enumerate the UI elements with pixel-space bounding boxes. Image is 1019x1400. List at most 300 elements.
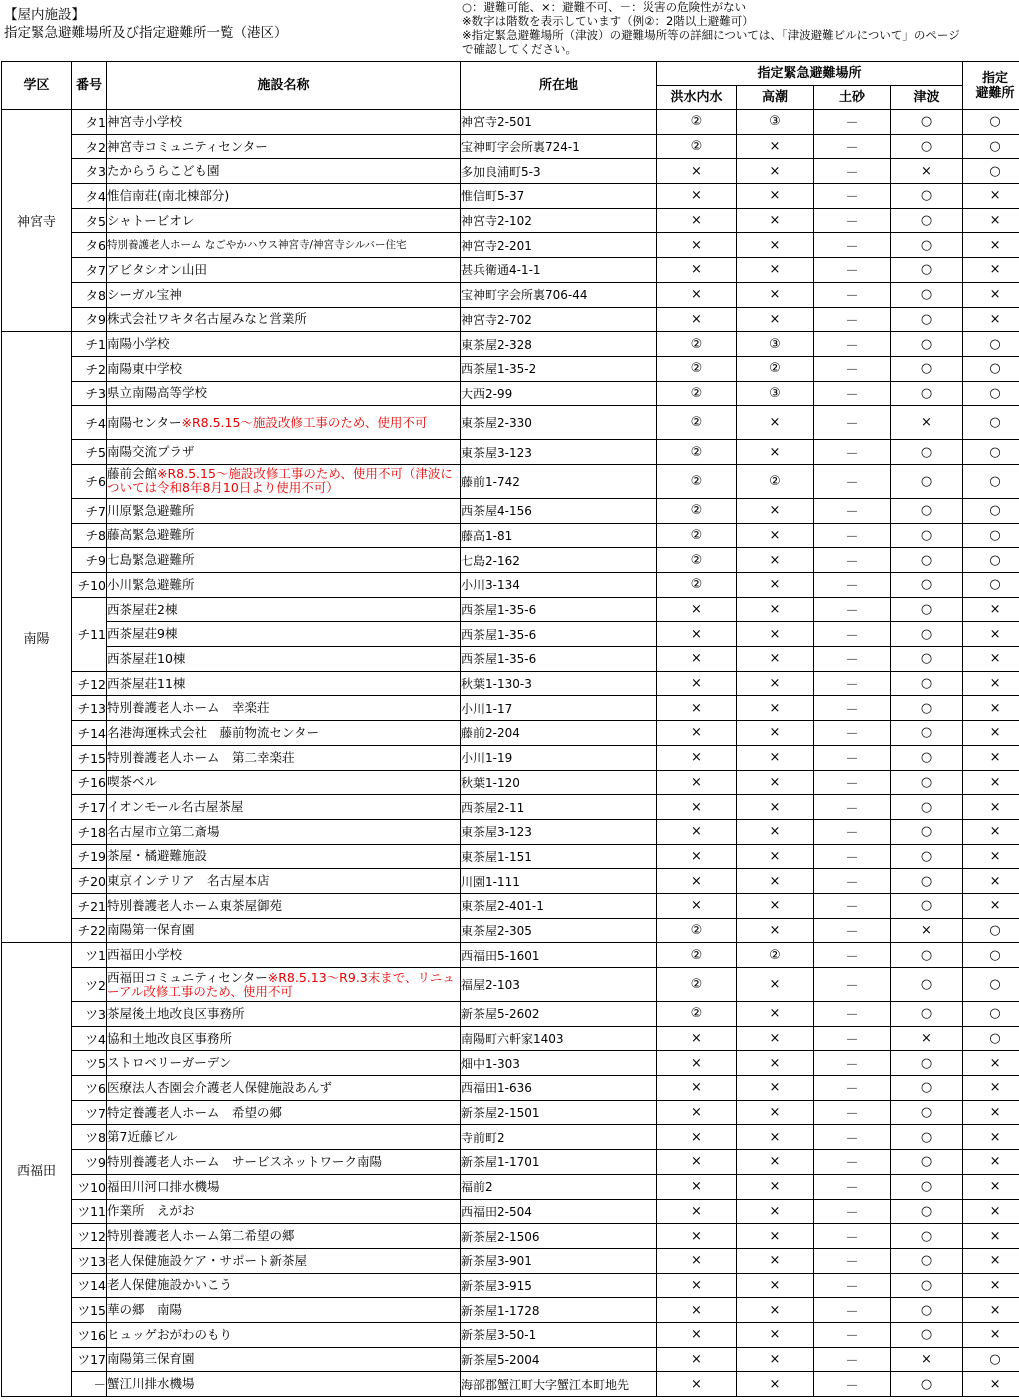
storm-cell: × [737, 233, 814, 258]
facility-name: たからうらこども園 [107, 163, 220, 179]
facility-name: シーガル宝神 [107, 286, 182, 302]
table-row [2, 406, 1019, 440]
tsunami-cell: ○ [891, 282, 963, 307]
storm-cell: × [737, 869, 814, 894]
shelter-cell: × [963, 1224, 1019, 1249]
landslide-cell: － [814, 1248, 891, 1273]
landslide-cell: － [814, 671, 891, 696]
landslide-cell: － [814, 1199, 891, 1224]
tsunami-cell: ○ [891, 943, 963, 968]
number-cell: タ6 [72, 233, 107, 258]
address-cell: 新茶屋5-2602 [461, 1002, 657, 1027]
flood-cell: × [657, 208, 737, 233]
address-cell: 西福田5-1601 [461, 943, 657, 968]
table-row [2, 1199, 1019, 1224]
facility-name: 南陽センター [107, 414, 182, 430]
number-cell: ツ14 [72, 1273, 107, 1298]
facility-name: 茶屋後土地改良区事務所 [107, 1005, 245, 1021]
facility-name-cell [107, 1051, 461, 1076]
facility-name-cell [107, 893, 461, 918]
landslide-cell: － [814, 1298, 891, 1323]
facility-name: 老人保健施設かいこう [107, 1277, 233, 1293]
tsunami-cell: ○ [891, 745, 963, 770]
facility-name-cell [107, 134, 461, 159]
tsunami-cell: ○ [891, 110, 963, 135]
address-cell: 寺前町2 [461, 1125, 657, 1150]
number-cell: ツ2 [72, 968, 107, 1002]
shelter-cell: × [963, 1174, 1019, 1199]
legend-note: ※数字は階数を表示しています（例②：2階以上避難可） [462, 14, 754, 28]
facility-name-cell [107, 1298, 461, 1323]
facility-name-cell [107, 1199, 461, 1224]
facility-name: 名港海運株式会社 藤前物流センター [107, 724, 320, 740]
flood-cell: × [657, 1026, 737, 1051]
number-cell: タ4 [72, 184, 107, 209]
shelter-cell: × [963, 721, 1019, 746]
facility-name: 神宮寺小学校 [107, 113, 183, 129]
shelter-cell: × [963, 622, 1019, 647]
facility-name: 第7近藤ビル [107, 1129, 178, 1145]
storm-cell: × [737, 844, 814, 869]
table-row [2, 1248, 1019, 1273]
shelter-cell: × [963, 184, 1019, 209]
number-cell: － [72, 1372, 107, 1397]
shelter-cell: ○ [963, 1026, 1019, 1051]
table-row [2, 1273, 1019, 1298]
facility-name-cell [107, 1100, 461, 1125]
address-cell: 西茶屋1-35-6 [461, 622, 657, 647]
landslide-cell: － [814, 696, 891, 721]
facility-name-cell [107, 918, 461, 943]
table-row [2, 745, 1019, 770]
storm-cell: × [737, 1273, 814, 1298]
tsunami-cell: ○ [891, 523, 963, 548]
landslide-cell: － [814, 258, 891, 283]
table-row [2, 1372, 1019, 1397]
address-cell: 海部郡蟹江町大字蟹江本町地先 [461, 1372, 657, 1397]
storm-cell: × [737, 1298, 814, 1323]
flood-cell: ② [657, 464, 737, 498]
landslide-cell: － [814, 523, 891, 548]
facility-name: 特別養護老人ホーム 幸楽荘 [107, 700, 270, 716]
table-row [2, 770, 1019, 795]
number-cell: ツ17 [72, 1347, 107, 1372]
facility-name-cell [107, 356, 461, 381]
facility-name: 西茶屋荘11棟 [107, 675, 186, 691]
facility-name-cell [107, 573, 461, 598]
number-cell: タ1 [72, 110, 107, 135]
shelter-cell: ○ [963, 918, 1019, 943]
landslide-cell: － [814, 307, 891, 332]
table-row [2, 1125, 1019, 1150]
landslide-cell: － [814, 893, 891, 918]
address-cell: 七島2-162 [461, 548, 657, 573]
table-row [2, 795, 1019, 820]
landslide-cell: － [814, 134, 891, 159]
table-row [2, 1026, 1019, 1051]
landslide-cell: － [814, 968, 891, 1002]
storm-cell: × [737, 1026, 814, 1051]
tsunami-cell: ○ [891, 622, 963, 647]
closure-note: ※R8.5.15～施設改修工事のため、使用不可 [181, 414, 428, 430]
legend-note: で確認してください。 [462, 42, 577, 56]
legend-notes [462, 0, 1017, 56]
facility-name: 西福田小学校 [107, 947, 183, 963]
legend-note: ○：避難可能、×：避難不可、－：災害の危険性がない [462, 0, 747, 14]
tsunami-cell: ○ [891, 134, 963, 159]
facility-name: 医療法人杏園会介護老人保健施設あんず [107, 1079, 333, 1095]
address-cell: 神宮寺2-702 [461, 307, 657, 332]
facility-name-cell [107, 1174, 461, 1199]
tsunami-cell: ○ [891, 464, 963, 498]
col-storm: 高潮 [737, 86, 814, 110]
shelter-cell: ○ [963, 134, 1019, 159]
tsunami-cell: ○ [891, 819, 963, 844]
landslide-cell: － [814, 233, 891, 258]
table-row [2, 1174, 1019, 1199]
facility-name: 名古屋市立第二斎場 [107, 823, 220, 839]
shelter-cell: × [963, 1199, 1019, 1224]
number-cell: チ20 [72, 869, 107, 894]
address-cell: 藤高1-81 [461, 523, 657, 548]
district-cell: 西福田 [2, 943, 72, 1397]
address-cell: 西福田2-504 [461, 1199, 657, 1224]
flood-cell: × [657, 258, 737, 283]
tsunami-cell: ○ [891, 381, 963, 406]
storm-cell: × [737, 968, 814, 1002]
flood-cell: × [657, 721, 737, 746]
facility-name: 県立南陽高等学校 [107, 385, 208, 401]
tsunami-cell: ○ [891, 844, 963, 869]
facility-name: 特定養護老人ホーム 希望の郷 [107, 1104, 283, 1120]
storm-cell: × [737, 1174, 814, 1199]
flood-cell: × [657, 1372, 737, 1397]
flood-cell: × [657, 647, 737, 672]
flood-cell: × [657, 282, 737, 307]
shelter-cell: × [963, 671, 1019, 696]
number-cell: タ5 [72, 208, 107, 233]
landslide-cell: － [814, 1051, 891, 1076]
address-cell: 甚兵衛通4-1-1 [461, 258, 657, 283]
facility-name: 特別養護老人ホーム東茶屋御苑 [107, 897, 283, 913]
tsunami-cell: ○ [891, 1174, 963, 1199]
storm-cell: × [737, 159, 814, 184]
address-cell: 宝神町字会所裏724-1 [461, 134, 657, 159]
flood-cell: ② [657, 381, 737, 406]
number-cell: チ8 [72, 523, 107, 548]
table-row [2, 1076, 1019, 1101]
number-cell: ツ15 [72, 1298, 107, 1323]
address-cell: 新茶屋5-2004 [461, 1347, 657, 1372]
shelter-cell: × [963, 208, 1019, 233]
shelter-cell: ○ [963, 573, 1019, 598]
facility-name-cell [107, 1273, 461, 1298]
storm-cell: × [737, 1347, 814, 1372]
facility-name: 福田川河口排水機場 [107, 1178, 220, 1194]
shelter-cell: × [963, 1248, 1019, 1273]
storm-cell: × [737, 184, 814, 209]
tsunami-cell: × [891, 159, 963, 184]
table-row [2, 1298, 1019, 1323]
table-row [2, 356, 1019, 381]
number-cell: チ22 [72, 918, 107, 943]
tsunami-cell: ○ [891, 893, 963, 918]
shelter-cell: × [963, 1322, 1019, 1347]
shelter-cell: ○ [963, 523, 1019, 548]
table-row [2, 1322, 1019, 1347]
shelter-cell: × [963, 282, 1019, 307]
shelter-cell: × [963, 1051, 1019, 1076]
landslide-cell: － [814, 1125, 891, 1150]
number-cell: チ18 [72, 819, 107, 844]
landslide-cell: － [814, 770, 891, 795]
storm-cell: × [737, 1199, 814, 1224]
landslide-cell: － [814, 1174, 891, 1199]
number-cell: ツ16 [72, 1322, 107, 1347]
flood-cell: × [657, 1248, 737, 1273]
facility-name: 西福田コミュニティセンター [107, 969, 268, 985]
shelter-cell: ○ [963, 381, 1019, 406]
shelter-cell: × [963, 1298, 1019, 1323]
table-row [2, 1224, 1019, 1249]
number-cell: チ21 [72, 893, 107, 918]
landslide-cell: － [814, 1100, 891, 1125]
tsunami-cell: ○ [891, 795, 963, 820]
col-district: 学区 [2, 62, 72, 110]
storm-cell: × [737, 597, 814, 622]
facility-name-cell [107, 1224, 461, 1249]
address-cell: 新茶屋1-1728 [461, 1298, 657, 1323]
table-row [2, 819, 1019, 844]
facility-name: 茶屋・橘避難施設 [107, 848, 208, 864]
flood-cell: ② [657, 548, 737, 573]
facility-name-cell [107, 381, 461, 406]
storm-cell: × [737, 1100, 814, 1125]
address-cell: 小川1-17 [461, 696, 657, 721]
facility-name-cell [107, 498, 461, 523]
facility-name-cell [107, 696, 461, 721]
landslide-cell: － [814, 647, 891, 672]
storm-cell: × [737, 696, 814, 721]
storm-cell: ② [737, 356, 814, 381]
facility-name-cell [107, 795, 461, 820]
facility-name: 西茶屋荘9棟 [107, 626, 178, 642]
table-row [2, 548, 1019, 573]
facility-name: 株式会社ワキタ名古屋みなと営業所 [107, 311, 307, 327]
facility-name-cell [107, 233, 461, 258]
flood-cell: × [657, 795, 737, 820]
number-cell: ツ13 [72, 1248, 107, 1273]
table-row [2, 622, 1019, 647]
flood-cell: ② [657, 110, 737, 135]
facility-name-cell [107, 943, 461, 968]
flood-cell: × [657, 1051, 737, 1076]
storm-cell: × [737, 671, 814, 696]
storm-cell: × [737, 1150, 814, 1175]
tsunami-cell: ○ [891, 1224, 963, 1249]
col-facility: 施設名称 [107, 62, 461, 110]
facility-name: ヒュッゲおがわのもり [107, 1326, 233, 1342]
shelter-cell: ○ [963, 159, 1019, 184]
address-cell: 秋葉1-120 [461, 770, 657, 795]
facility-name: ストロベリーガーデン [107, 1055, 232, 1071]
storm-cell: × [737, 1248, 814, 1273]
address-cell: 藤前2-204 [461, 721, 657, 746]
number-cell: チ3 [72, 381, 107, 406]
address-cell: 神宮寺2-501 [461, 110, 657, 135]
facility-name-cell [107, 671, 461, 696]
facility-name-cell [107, 647, 461, 672]
table-row [2, 184, 1019, 209]
number-cell: チ9 [72, 548, 107, 573]
facility-name: 神宮寺コミュニティセンター [107, 138, 268, 154]
tsunami-cell: ○ [891, 1322, 963, 1347]
facility-name-cell [107, 159, 461, 184]
tsunami-cell: ○ [891, 1298, 963, 1323]
col-shelter [963, 62, 1019, 110]
number-cell: チ13 [72, 696, 107, 721]
shelter-cell: ○ [963, 110, 1019, 135]
address-cell: 西福田1-636 [461, 1076, 657, 1101]
tsunami-cell: ○ [891, 208, 963, 233]
flood-cell: ② [657, 943, 737, 968]
address-cell: 東茶屋2-401-1 [461, 893, 657, 918]
address-cell: 新茶屋2-1506 [461, 1224, 657, 1249]
flood-cell: × [657, 1199, 737, 1224]
table-row [2, 1150, 1019, 1175]
flood-cell: × [657, 1273, 737, 1298]
storm-cell: × [737, 1125, 814, 1150]
shelter-cell: ○ [963, 498, 1019, 523]
landslide-cell: － [814, 795, 891, 820]
facility-name-cell [107, 745, 461, 770]
legend-note: ※指定緊急避難場所（津波）の避難場所等の詳細については、「津波避難ビルについて」のページ [462, 28, 960, 42]
facility-name-cell [107, 1322, 461, 1347]
facility-name: 川原緊急避難所 [107, 502, 195, 518]
shelter-cell: × [963, 1100, 1019, 1125]
facility-name: 西茶屋荘10棟 [107, 650, 186, 666]
storm-cell: × [737, 523, 814, 548]
facility-name-cell [107, 523, 461, 548]
tsunami-cell: ○ [891, 1100, 963, 1125]
tsunami-cell: ○ [891, 1372, 963, 1397]
shelter-cell: × [963, 258, 1019, 283]
landslide-cell: － [814, 1026, 891, 1051]
table-row [2, 1002, 1019, 1027]
address-cell: 神宮寺2-102 [461, 208, 657, 233]
tsunami-cell: ○ [891, 1150, 963, 1175]
facility-name-cell [107, 548, 461, 573]
number-cell: ツ11 [72, 1199, 107, 1224]
address-cell: 福前2 [461, 1174, 657, 1199]
landslide-cell: － [814, 1224, 891, 1249]
flood-cell: × [657, 1125, 737, 1150]
landslide-cell: － [814, 844, 891, 869]
number-cell: ツ5 [72, 1051, 107, 1076]
storm-cell: × [737, 440, 814, 465]
facility-name-cell [107, 1125, 461, 1150]
facility-name-cell [107, 208, 461, 233]
shelter-cell: ○ [963, 464, 1019, 498]
landslide-cell: － [814, 208, 891, 233]
table-row [2, 134, 1019, 159]
facility-name: 南陽交流プラザ [107, 444, 195, 460]
address-cell: 新茶屋3-50-1 [461, 1322, 657, 1347]
flood-cell: × [657, 1100, 737, 1125]
number-cell: タ2 [72, 134, 107, 159]
address-cell: 新茶屋3-901 [461, 1248, 657, 1273]
shelter-cell: ○ [963, 356, 1019, 381]
number-cell: タ3 [72, 159, 107, 184]
col-flood: 洪水内水 [657, 86, 737, 110]
shelter-cell: × [963, 647, 1019, 672]
table-row [2, 282, 1019, 307]
landslide-cell: － [814, 440, 891, 465]
storm-cell: × [737, 647, 814, 672]
shelter-cell: ○ [963, 548, 1019, 573]
tsunami-cell: ○ [891, 440, 963, 465]
flood-cell: × [657, 869, 737, 894]
number-cell: チ5 [72, 440, 107, 465]
address-cell: 畑中1-303 [461, 1051, 657, 1076]
storm-cell: ③ [737, 381, 814, 406]
address-cell: 大西2-99 [461, 381, 657, 406]
number-cell: チ19 [72, 844, 107, 869]
landslide-cell: － [814, 819, 891, 844]
table-row [2, 110, 1019, 135]
facility-name-cell [107, 1026, 461, 1051]
table-row [2, 1100, 1019, 1125]
landslide-cell: － [814, 332, 891, 357]
tsunami-cell: ○ [891, 1125, 963, 1150]
table-row [2, 647, 1019, 672]
address-cell: 宝神町字会所裏706-44 [461, 282, 657, 307]
address-cell: 東茶屋3-123 [461, 440, 657, 465]
table-row [2, 332, 1019, 357]
table-row [2, 258, 1019, 283]
facility-name-cell [107, 440, 461, 465]
flood-cell: × [657, 1322, 737, 1347]
tsunami-cell: ○ [891, 548, 963, 573]
tsunami-cell: × [891, 406, 963, 440]
facility-name-cell [107, 844, 461, 869]
storm-cell: × [737, 622, 814, 647]
number-cell: ツ9 [72, 1150, 107, 1175]
number-cell: ツ12 [72, 1224, 107, 1249]
landslide-cell: － [814, 918, 891, 943]
address-cell: 東茶屋2-328 [461, 332, 657, 357]
shelter-cell: × [963, 233, 1019, 258]
tsunami-cell: ○ [891, 258, 963, 283]
storm-cell: ③ [737, 110, 814, 135]
facility-name: アビタシオン山田 [107, 261, 208, 277]
number-cell: ツ3 [72, 1002, 107, 1027]
address-cell: 新茶屋3-915 [461, 1273, 657, 1298]
landslide-cell: － [814, 356, 891, 381]
address-cell: 小川3-134 [461, 573, 657, 598]
section-label: 【屋内施設】 [4, 7, 85, 23]
storm-cell: × [737, 1002, 814, 1027]
flood-cell: ② [657, 356, 737, 381]
address-cell: 藤前1-742 [461, 464, 657, 498]
landslide-cell: － [814, 745, 891, 770]
landslide-cell: － [814, 498, 891, 523]
tsunami-cell: ○ [891, 1199, 963, 1224]
number-cell: チ11 [72, 597, 107, 671]
table-row [2, 464, 1019, 498]
address-cell: 多加良浦町5-3 [461, 159, 657, 184]
landslide-cell: － [814, 381, 891, 406]
